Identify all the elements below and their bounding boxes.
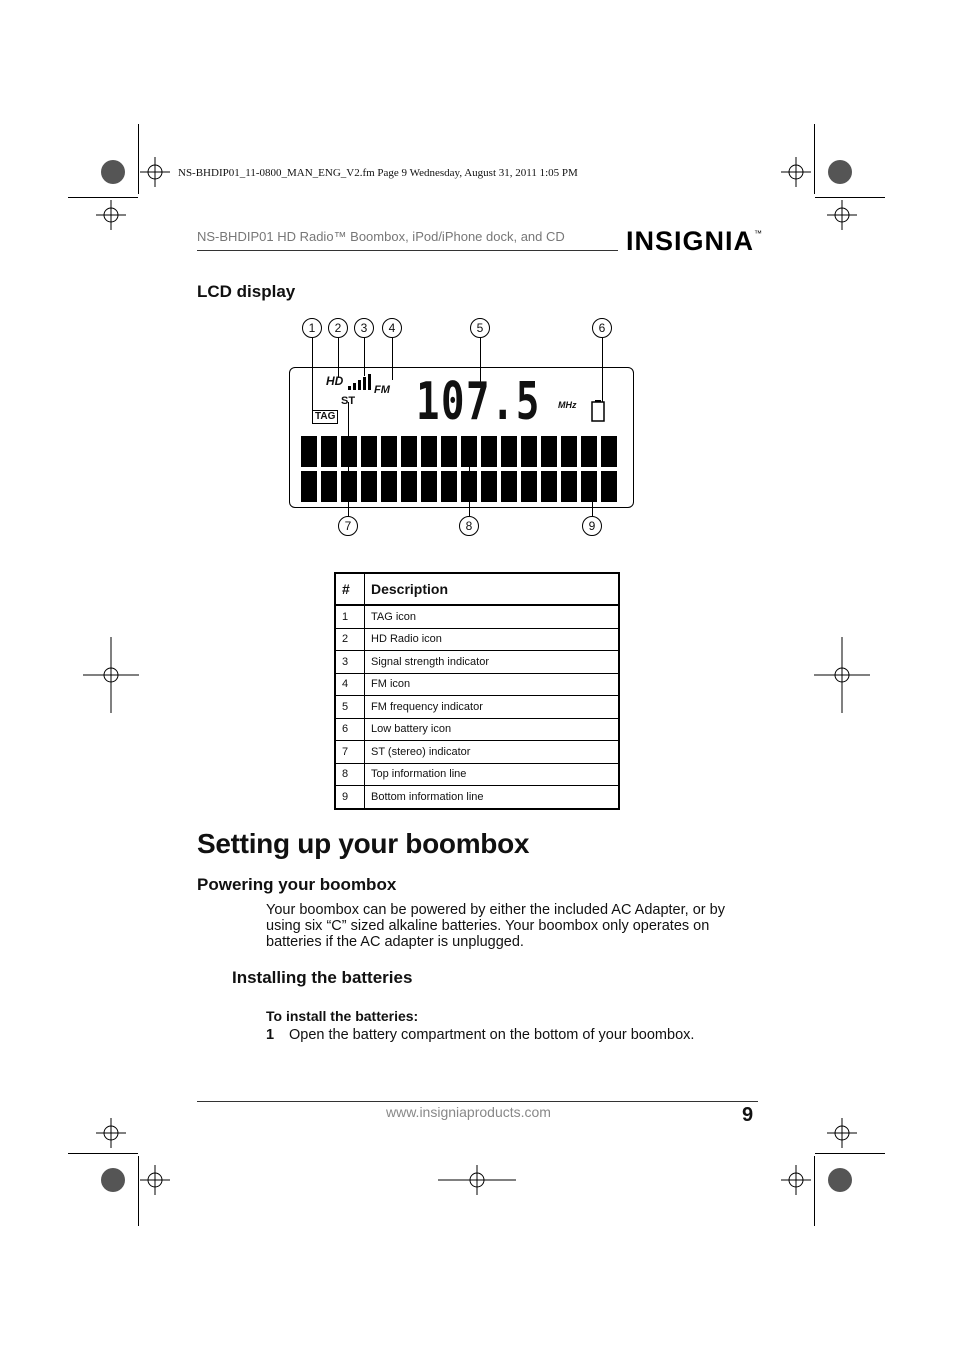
fm-icon: FM bbox=[374, 384, 390, 396]
footer-url[interactable]: www.insigniaproducts.com bbox=[386, 1104, 551, 1120]
leader-3 bbox=[364, 338, 365, 376]
file-header: NS-BHDIP01_11-0800_MAN_ENG_V2.fm Page 9 Wednesday, August 31, 2011 1:05 PM bbox=[178, 167, 578, 179]
row-number: 6 bbox=[335, 718, 365, 741]
table-row bbox=[335, 763, 619, 786]
low-battery-icon bbox=[591, 400, 605, 422]
doc-subtitle: NS-BHDIP01 HD Radio™ Boombox, iPod/iPhone dock, and CD bbox=[197, 229, 565, 244]
setup-heading: Setting up your boombox bbox=[197, 828, 530, 859]
lcd-description-table bbox=[334, 572, 620, 810]
row-description: Low battery icon bbox=[365, 718, 620, 741]
page-number: 9 bbox=[742, 1104, 754, 1126]
table-header-row bbox=[335, 573, 619, 605]
st-indicator: ST bbox=[341, 395, 356, 407]
mhz-unit: MHz bbox=[558, 400, 577, 410]
table-row bbox=[335, 696, 619, 719]
header-rule bbox=[197, 250, 618, 251]
row-number: 8 bbox=[335, 763, 365, 786]
lcd-display-heading: LCD display bbox=[197, 282, 296, 301]
row-number: 7 bbox=[335, 741, 365, 764]
table-row bbox=[335, 673, 619, 696]
callout-8: 8 bbox=[459, 516, 479, 536]
procedure-label: To install the batteries: bbox=[266, 1008, 419, 1024]
callout-9: 9 bbox=[582, 516, 602, 536]
table-row bbox=[335, 605, 619, 628]
hd-icon: HD bbox=[326, 374, 344, 388]
callout-2: 2 bbox=[328, 318, 348, 338]
callout-1: 1 bbox=[302, 318, 322, 338]
leader-1 bbox=[312, 338, 313, 416]
fm-frequency: 107.5 bbox=[416, 372, 541, 432]
row-description: FM icon bbox=[365, 673, 620, 696]
row-number: 3 bbox=[335, 651, 365, 674]
footer-rule bbox=[197, 1101, 758, 1102]
row-description: FM frequency indicator bbox=[365, 696, 620, 719]
callout-7: 7 bbox=[338, 516, 358, 536]
step-number: 1 bbox=[266, 1027, 275, 1043]
callout-6: 6 bbox=[592, 318, 612, 338]
row-description: TAG icon bbox=[365, 605, 620, 628]
step-1 bbox=[266, 1027, 694, 1043]
table-row bbox=[335, 651, 619, 674]
header-description: Description bbox=[365, 573, 620, 605]
leader-6 bbox=[602, 338, 603, 402]
callout-5: 5 bbox=[470, 318, 490, 338]
row-number: 1 bbox=[335, 605, 365, 628]
leader-2 bbox=[338, 338, 339, 378]
row-description: Top information line bbox=[365, 763, 620, 786]
table-row bbox=[335, 741, 619, 764]
leader-4 bbox=[392, 338, 393, 380]
callout-3: 3 bbox=[354, 318, 374, 338]
header-number: # bbox=[335, 573, 365, 605]
installing-heading: Installing the batteries bbox=[232, 968, 413, 987]
row-number: 9 bbox=[335, 786, 365, 809]
row-description: HD Radio icon bbox=[365, 628, 620, 651]
row-number: 4 bbox=[335, 673, 365, 696]
table-row bbox=[335, 786, 619, 809]
powering-heading: Powering your boombox bbox=[197, 875, 397, 894]
brand-logo: INSIGNIA™ bbox=[626, 226, 764, 256]
row-description: Signal strength indicator bbox=[365, 651, 620, 674]
signal-strength-icon bbox=[348, 374, 372, 390]
callout-4: 4 bbox=[382, 318, 402, 338]
row-number: 5 bbox=[335, 696, 365, 719]
row-description: Bottom information line bbox=[365, 786, 620, 809]
row-number: 2 bbox=[335, 628, 365, 651]
table-row bbox=[335, 628, 619, 651]
step-text: Open the battery compartment on the bottom of your boombox. bbox=[289, 1027, 695, 1043]
tag-icon: TAG bbox=[312, 410, 338, 424]
row-description: ST (stereo) indicator bbox=[365, 741, 620, 764]
lcd-diagram bbox=[288, 312, 638, 548]
table-row bbox=[335, 718, 619, 741]
powering-paragraph: Your boombox can be powered by either the included AC Adapter, or by using six “C” sized alkaline batteries. Your boombox only operates on batteries if the AC adapter is unplugged. bbox=[266, 902, 725, 950]
